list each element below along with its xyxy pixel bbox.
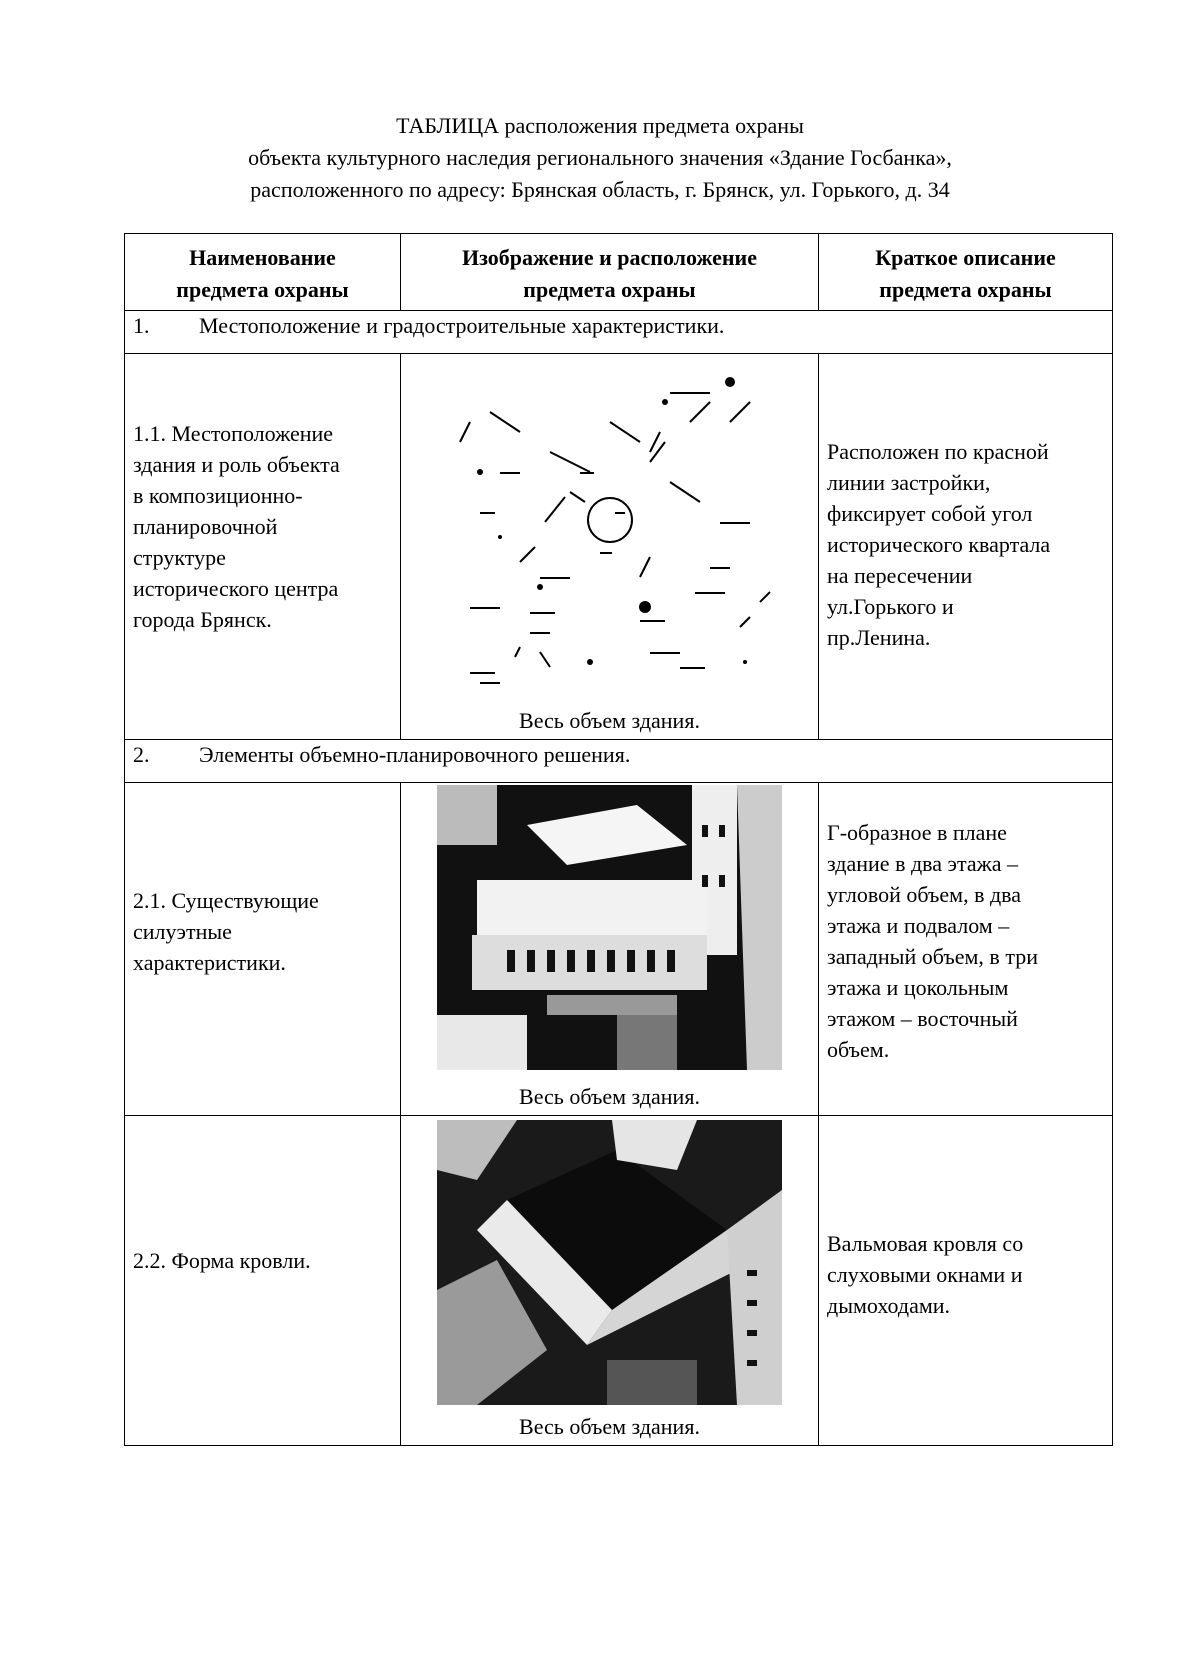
row-name-line: в композиционно- <box>133 483 303 508</box>
document-title <box>0 110 1200 206</box>
image-caption: Весь объем здания. <box>519 708 700 733</box>
row-description-cell <box>819 783 1113 1116</box>
section-row <box>125 740 1113 783</box>
row-image-cell <box>401 1116 819 1446</box>
row-name-cell <box>125 1116 401 1446</box>
header-image-line-1: Изображение и расположение <box>461 245 757 270</box>
header-description-line-1: Краткое описание <box>875 245 1056 270</box>
header-name-line-1: Наименование <box>189 245 336 270</box>
row-description-line: слуховыми окнами и <box>827 1262 1023 1287</box>
row-description-line: Расположен по красной <box>827 439 1049 464</box>
title-line-3: расположенного по адресу: Брянская область, г. Брянск, ул. Горького, д. 34 <box>250 177 950 202</box>
row-description-line: исторического квартала <box>827 532 1051 557</box>
section-1 <box>125 311 1113 354</box>
row-name-cell <box>125 354 401 740</box>
section-number: 1. <box>133 313 150 338</box>
row-name-line: города Брянск. <box>133 607 272 632</box>
row-description-line: Вальмовая кровля со <box>827 1231 1024 1256</box>
section-number: 2. <box>133 742 150 767</box>
row-name-line: силуэтные <box>133 918 232 944</box>
row-description-line: фиксирует собой угол <box>827 501 1033 526</box>
row-image-cell <box>401 783 819 1116</box>
row-name-cell <box>125 783 401 1116</box>
image-caption: Весь объем здания. <box>519 1084 700 1109</box>
title-line-2: объекта культурного наследия регионального значения «Здание Госбанка», <box>248 145 952 170</box>
row-description-line: западный объем, в три <box>827 944 1038 969</box>
row-name-line: 2.2. Форма кровли. <box>133 1248 311 1273</box>
row-image-cell <box>401 354 819 740</box>
image-caption: Весь объем здания. <box>519 1414 700 1439</box>
table-row <box>125 354 1113 740</box>
row-description-line: здание в два этажа – <box>827 851 1019 876</box>
row-name-line: планировочной <box>133 514 278 539</box>
location-map-image <box>440 362 780 702</box>
building-aerial-photo <box>437 785 782 1070</box>
header-name <box>125 234 401 311</box>
row-description-line: Г-образное в плане <box>827 820 1007 845</box>
roof-aerial-photo <box>437 1120 782 1405</box>
row-description-cell <box>819 354 1113 740</box>
header-row <box>125 234 1113 311</box>
row-description-line: этажа и цокольным <box>827 975 1009 1000</box>
title-line-1: ТАБЛИЦА расположения предмета охраны <box>396 113 804 138</box>
section-title: Элементы объемно-планировочного решения. <box>199 742 631 767</box>
row-description-line: пр.Ленина. <box>827 625 931 650</box>
row-description-line: линии застройки, <box>827 470 991 495</box>
row-name-line: 1.1. Местоположение <box>133 421 334 446</box>
header-image-line-2: предмета охраны <box>523 277 696 302</box>
row-name-line: исторического центра <box>133 576 339 601</box>
row-name-line: структуре <box>133 545 226 570</box>
section-row <box>125 311 1113 354</box>
table-row <box>125 783 1113 1116</box>
row-description-cell <box>819 1116 1113 1446</box>
row-description-line: угловой объем, в два <box>827 882 1022 907</box>
header-description-line-2: предмета охраны <box>879 277 1052 302</box>
row-name-line: характеристики. <box>133 949 286 975</box>
row-name-line: здания и роль объекта <box>133 452 340 477</box>
header-name-line-2: предмета охраны <box>176 277 349 302</box>
row-name-line: 2.1. Существующие <box>133 887 319 913</box>
row-description-line: этажом – восточный <box>827 1006 1018 1031</box>
row-description-line: этажа и подвалом – <box>827 913 1010 938</box>
row-description-line: дымоходами. <box>827 1293 951 1318</box>
row-description-line: на пересечении <box>827 563 973 588</box>
table-row <box>125 1116 1113 1446</box>
row-description-line: ул.Горького и <box>827 594 954 619</box>
protection-table <box>124 233 1113 1446</box>
header-description <box>819 234 1113 311</box>
row-description-line: объем. <box>827 1037 890 1062</box>
section-2 <box>125 740 1113 783</box>
section-title: Местоположение и градостроительные характеристики. <box>199 313 725 338</box>
header-image <box>401 234 819 311</box>
